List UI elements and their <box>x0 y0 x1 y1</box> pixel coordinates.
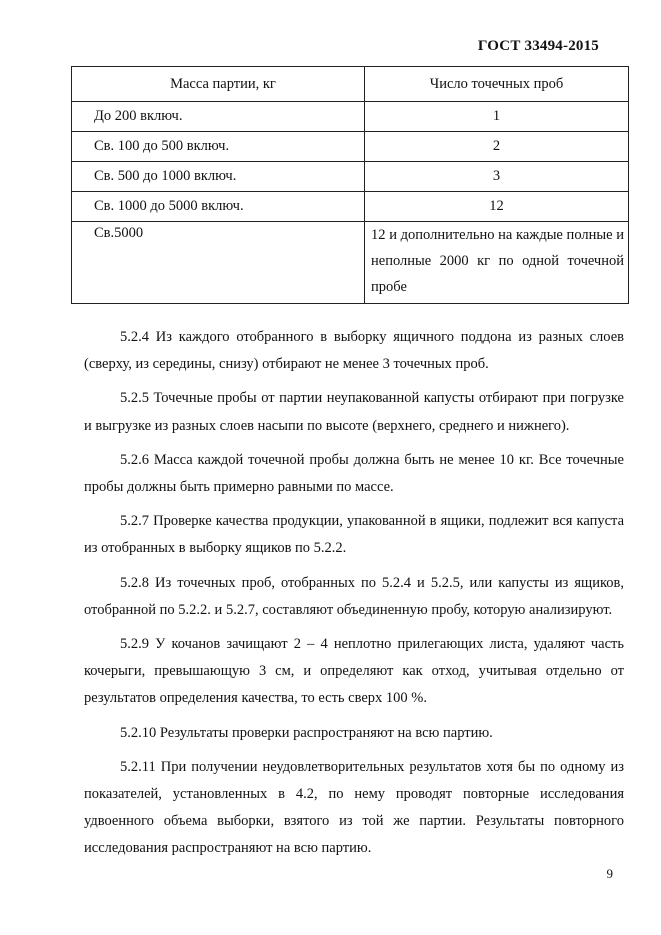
paragraph-5-2-5: 5.2.5 Точечные пробы от партии неупакованной капусты отбирают при погрузке и выгрузке из разных слоев насыпи по высоте (верхнего, среднего и нижнего). <box>84 390 624 434</box>
count-cell: 12 и дополнительно на каждые полные и неполные 2000 кг по одной точечной пробе <box>365 222 629 304</box>
count-cell: 2 <box>365 132 629 162</box>
table-row <box>72 102 629 132</box>
column-header-mass: Масса партии, кг <box>72 67 365 102</box>
column-header-count: Число точечных проб <box>365 67 629 102</box>
mass-cell: Св. 500 до 1000 включ. <box>72 162 365 192</box>
paragraph-5-2-7: 5.2.7 Проверке качества продукции, упакованной в ящики, подлежит вся капуста из отобранных в выборку ящиков по 5.2.2. <box>84 513 624 557</box>
mass-cell: Св.5000 <box>72 222 365 304</box>
table-header-row <box>72 67 629 102</box>
paragraph-5-2-4: 5.2.4 Из каждого отобранного в выборку ящичного поддона из разных слоев (сверху, из середины, снизу) отбирают не менее 3 точечных проб. <box>84 329 624 373</box>
table-row <box>72 132 629 162</box>
paragraph-5-2-9: 5.2.9 У кочанов зачищают 2 – 4 неплотно прилегающих листа, удаляют часть кочерыги, превышающую 3 см, и определяют как отход, учитывая отдельно от результатов определения качества, то есть сверх 100 %. <box>84 636 624 707</box>
mass-cell: Св. 100 до 500 включ. <box>72 132 365 162</box>
paragraph-5-2-11: 5.2.11 При получении неудовлетворительных результатов хотя бы по одному из показателей, установленных в 4.2, по нему проводят повторные исследования удвоенного объема выборки, взятого из той же партии. Результаты повторного исследования распространяют на всю партию. <box>84 758 624 857</box>
table-row <box>72 162 629 192</box>
sample-count-table <box>71 66 629 304</box>
mass-cell: До 200 включ. <box>72 102 365 132</box>
paragraph-5-2-6: 5.2.6 Масса каждой точечной пробы должна быть не менее 10 кг. Все точечные пробы должны быть примерно равными по массе. <box>84 451 624 496</box>
document-body <box>84 324 624 870</box>
page-number: 9 <box>606 866 613 881</box>
standard-code: ГОСТ 33494-2015 <box>477 38 599 54</box>
count-cell: 12 <box>365 192 629 222</box>
table-row <box>72 192 629 222</box>
table-row <box>72 222 629 304</box>
count-cell: 3 <box>365 162 629 192</box>
count-cell: 1 <box>365 102 629 132</box>
paragraph-5-2-8: 5.2.8 Из точечных проб, отобранных по 5.2.4 и 5.2.5, или капусты из ящиков, отобранной по 5.2.2. и 5.2.7, составляют объединенную пробу, которую анализируют. <box>84 574 624 618</box>
paragraph-5-2-10: 5.2.10 Результаты проверки распространяют на всю партию. <box>120 724 493 741</box>
mass-cell: Св. 1000 до 5000 включ. <box>72 192 365 222</box>
